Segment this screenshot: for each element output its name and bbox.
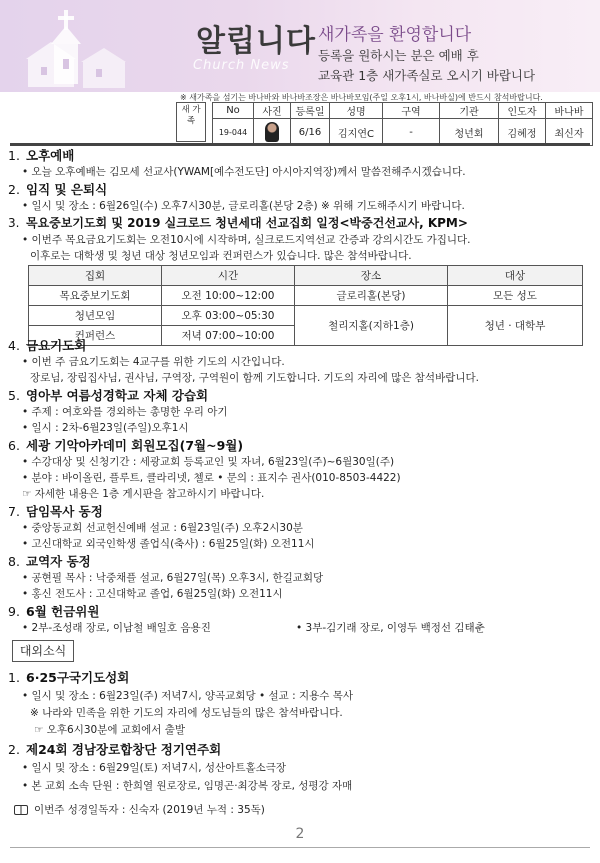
body-line: • 일시 및 장소 : 6월26일(수) 오후7시30분, 글로리홀(본당 2층) ※ 위해 기도해주시기 바랍니다. (22, 200, 465, 212)
section-heading: 1. 6·25구국기도성회 (8, 670, 130, 685)
section-heading: 9. 6월 헌금위원 (8, 604, 100, 619)
section-heading: 7. 담임목사 동정 (8, 504, 103, 519)
body-line: • 이번주 목요금요기도회는 오전10시에 시작하며, 실크로드지역선교 간증과 강의시간도 가집니다. (22, 234, 471, 246)
table-cell: 컨퍼런스 (29, 326, 162, 346)
body-line: • 일시 및 장소 : 6월23일(주) 저녁7시, 양곡교회당 • 설교 : 지용수 목사 (22, 690, 354, 702)
body-line: • 홍신 전도사 : 고신대학교 졸업, 6월25일(화) 오전11시 (22, 588, 283, 600)
welcome-line-1: 등록을 원하시는 분은 예배 후 (318, 48, 479, 63)
body-line: • 수강대상 및 신청기간 : 세광교회 등록교인 및 자녀, 6월23일(주)~6월30일(주) (22, 456, 395, 468)
table-cell: 청년모임 (29, 306, 162, 326)
body-line: ☞ 자세한 내용은 1층 게시판을 참고하시기 바랍니다. (22, 488, 265, 500)
body-line: ※ 나라와 민족을 위한 기도의 자리에 성도님들의 많은 참석바랍니다. (30, 707, 343, 719)
body-line: • 주제 : 여호와를 경외하는 총명한 우리 아기 (22, 406, 228, 418)
page-number: 2 (295, 826, 305, 842)
section-heading: 6. 세광 기악아카데미 회원모집(7월~9월) (8, 438, 244, 453)
barnabas-notice: ※ 새가족을 섬기는 바나바와 바나바조장은 바나바모임(주일 오후1시, 바나바실)에 반드시 참석바랍니다. (180, 93, 543, 102)
table-cell: 모든 성도 (448, 286, 583, 306)
newcomer-table (212, 102, 593, 146)
section-heading: 8. 교역자 동정 (8, 554, 91, 569)
header-divider (10, 143, 590, 146)
col-header: 대상 (448, 266, 583, 286)
section-heading: 2. 임직 및 은퇴식 (8, 182, 108, 197)
col-header: 인도자 (499, 103, 546, 119)
outside-news-label: 대외소식 (12, 640, 74, 662)
col-header: 사진 (254, 103, 291, 119)
body-line: • 이번 주 금요기도회는 4교구를 위한 기도의 시간입니다. (22, 356, 285, 368)
table-cell: 저녁 07:00~10:00 (162, 326, 295, 346)
body-line: • 본 교회 소속 단원 : 한희열 원로장로, 임명곤·최강복 장로, 성평강 자매 (22, 780, 353, 792)
body-line: • 고신대학교 외국인학생 졸업식(축사) : 6월25일(화) 오전11시 (22, 538, 315, 550)
col-header: 시간 (162, 266, 295, 286)
col-header: 집회 (29, 266, 162, 286)
header-title: 알립니다 (196, 24, 316, 59)
body-line: • 분야 : 바이올린, 플루트, 클라리넷, 첼로 • 문의 : 표지수 권사(010-8503-4422) (22, 472, 401, 484)
church-icon (6, 4, 156, 92)
table-cell: 최신자 (546, 119, 593, 146)
table-cell: 6/16 (291, 119, 330, 146)
col-header: 바나바 (546, 103, 593, 119)
body-line: 이후로는 대학생 및 청년 대상 청년모임과 컨퍼런스가 있습니다. 많은 참석바랍니다. (30, 250, 412, 262)
body-line: • 공현필 목사 : 낙중채플 설교, 6월27일(목) 오후3시, 한길교회당 (22, 572, 324, 584)
body-line: 장로님, 장립집사님, 권사님, 구역장, 구역원이 함께 기도합니다. 기도의 자리에 많은 참석바랍니다. (30, 372, 479, 384)
section-heading: 5. 영아부 여름성경학교 자체 강습회 (8, 388, 209, 403)
table-cell: 청년회 (440, 119, 499, 146)
footer-divider (10, 847, 590, 848)
section-heading: 3. 목요중보기도회 및 2019 실크로드 청년세대 선교집회 일정<박중건선교사, KPM> (8, 216, 468, 230)
col-header: 장소 (295, 266, 448, 286)
col-header: No (213, 103, 254, 119)
table-cell: 글로리홀(본당) (295, 286, 448, 306)
photo-cell (254, 119, 291, 146)
newcomer-label: 새 가 족 (176, 102, 206, 142)
section-heading: 1. 오후예배 (8, 148, 75, 163)
col-header: 구역 (383, 103, 440, 119)
table-cell: 김지연C (330, 119, 383, 146)
table-cell: 오후 03:00~05:30 (162, 306, 295, 326)
table-cell: 오전 10:00~12:00 (162, 286, 295, 306)
person-photo (265, 122, 279, 142)
book-icon (14, 805, 28, 815)
col-header: 등록일 (291, 103, 330, 119)
table-cell: 김혜정 (499, 119, 546, 146)
body-line: • 3부-김기래 장로, 이영두 백정선 김태춘 (296, 622, 485, 634)
col-header: 성명 (330, 103, 383, 119)
section-heading: 4. 금요기도회 (8, 338, 87, 353)
welcome-line-2: 교육관 1층 새가족실로 오시기 바랍니다 (318, 68, 536, 83)
schedule-table (28, 265, 583, 346)
section-heading: 2. 제24회 경남장로합창단 정기연주회 (8, 742, 222, 757)
body-line: • 2부-조성래 장로, 이남철 배일호 음용진 (22, 622, 211, 634)
page-header (0, 0, 600, 92)
header-subtitle: Church News (193, 58, 290, 73)
table-cell: 19-044 (213, 119, 254, 146)
table-cell: 목요중보기도회 (29, 286, 162, 306)
welcome-text: 새가족을 환영합니다 (318, 25, 472, 45)
col-header: 기관 (440, 103, 499, 119)
table-cell: 청년 · 대학부 (448, 306, 583, 346)
table-cell: - (383, 119, 440, 146)
table-cell: 철리지홀(지하1층) (295, 306, 448, 346)
bible-reader-line: 이번주 성경일독자 : 신숙자 (2019년 누적 : 35독) (14, 802, 265, 817)
body-line: ☞ 오후6시30분에 교회에서 출발 (34, 724, 186, 736)
body-line: • 일시 및 장소 : 6월29일(토) 저녁7시, 성산아트홀소극장 (22, 762, 287, 774)
body-line: • 일시 : 2차-6월23일(주일)오후1시 (22, 422, 189, 434)
body-line: • 오늘 오후예배는 김모세 선교사(YWAM[예수전도단] 아시아지역장)께서 말씀전해주시겠습니다. (22, 166, 466, 178)
body-line: • 중앙동교회 선교헌신예배 설교 : 6월23일(주) 오후2시30분 (22, 522, 303, 534)
